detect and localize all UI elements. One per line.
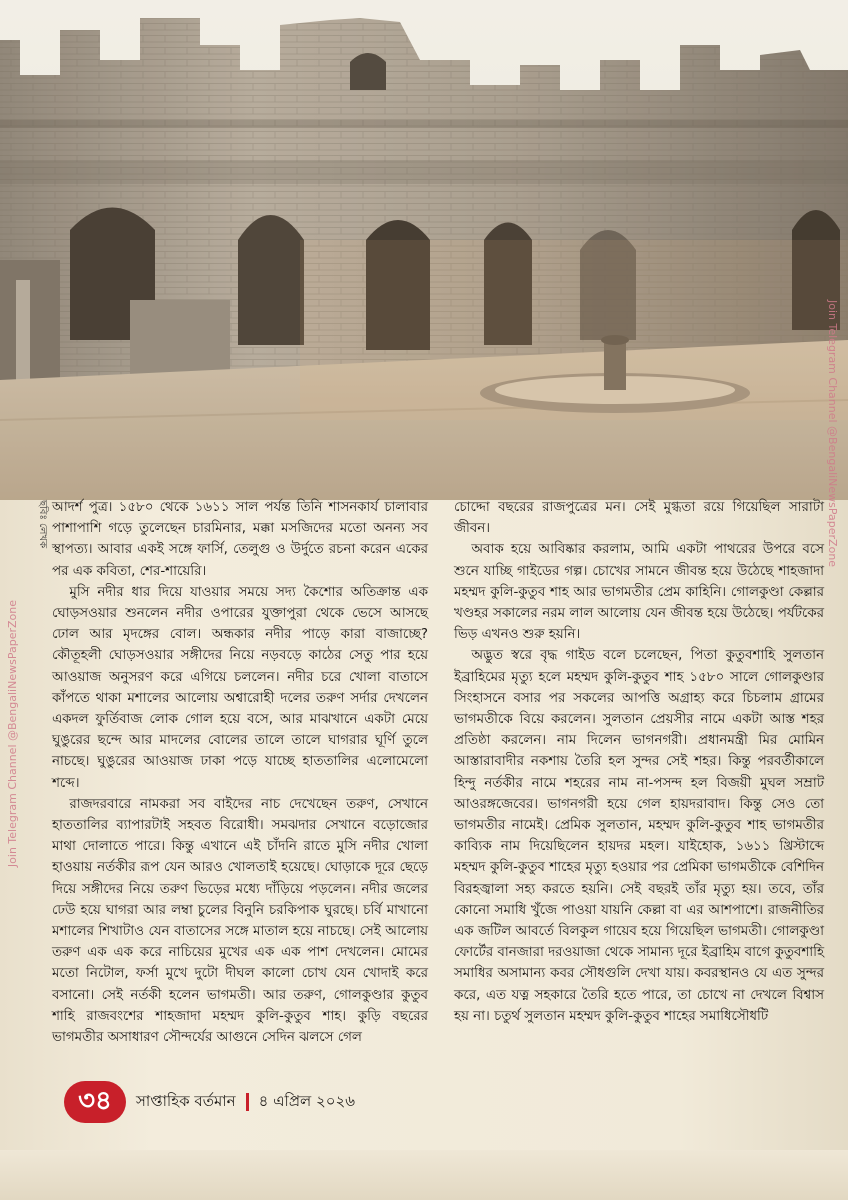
article-paragraph: অদ্ভুত স্বরে বৃদ্ধ গাইড বলে চলেছেন, পিতা কুতুবশাহি সুলতান ইব্রাহিমের মৃত্যু হলে মহম্মদ কুলি-কুতুব শাহ ১৫৮০ সালে গোলকুণ্ডার সিংহাসনে বসার পর সকলের আপত্তি অগ্রাহ্য করে চিচলাম গ্রামের ভাগমতীকে বিয়ে করলেন। সুলতান প্রেয়সীর নামে একটা আস্ত শহর প্রতিষ্ঠা করলেন। নাম দিলেন ভাগনগরী। প্রধানমন্ত্রী মির মোমিন আস্তারাবাদীর নকশায় তৈরি হল সুন্দর সেই শহর। কিন্তু পরবর্তীকালে হিন্দু নর্তকীর নামে শহরের নাম না-পসন্দ হল বিজয়ী মুঘল সম্রাট আওরঙ্গজেবের। ভাগনগরী হয়ে গেল হায়দরাবাদ। কিন্তু সেও তো ভাগমতীর নামেই। প্রেমিক সুলতান, মহম্মদ কুলি-কুতুব শাহ ভাগমতীর কাব্যিক নাম দিয়েছিলেন হায়দর মহল। যাইহোক, ১৬১১ খ্রিস্টাব্দে মহম্মদ কুলি-কুতুব শাহের মৃত্যু হওয়ার পর প্রেমিকা ভাগমতীকে বেশিদিন বিরহজ্বালা সহ্য করতে হয়নি। সেই বছরই তাঁর মৃত্যু হয়। তবে, তাঁর কোনো সমাধি খুঁজে পাওয়া যায়নি কেল্লা বা এর আশপাশে। রাজনীতির এক জটিল আবর্তে বিলকুল গায়েব হয়ে গিয়েছিল ভাগমতী। গোলকুণ্ডা ফোর্টের বানজারা দরওয়াজা থেকে সামান্য দূরে ইব্রাহিম বাগে কুতুবশাহি সমাধির অসামান্য কবর সৌধগুলি দেখা যায়। কবরস্থানও যে এত সুন্দর করে, এত যত্ন সহকারে তৈরি হতে পারে, তা চোখে না দেখলে বিশ্বাস হয় না। চতুর্থ সুলতান মহম্মদ কুলি-কুতুব শাহের সমাধিসৌধটি: [454, 648, 824, 1024]
magazine-name: সাপ্তাহিক বর্তমান: [136, 1091, 236, 1110]
article-paragraph: আদর্শ পুত্র। ১৫৮০ থেকে ১৬১১ সাল পর্যন্ত তিনি শাসনকার্য চালাবার পাশাপাশি গড়ে তুলেছেন চারমিনার, মক্কা মসজিদের মতো অনন্য সব স্থাপত্য। আবার একই সঙ্গে ফার্সি, তেলুগু ও উর্দুতে রচনা করেন একের পর এক কবিতা, শের-শায়েরি।: [52, 500, 428, 579]
page-number-badge: ৩৪: [64, 1081, 126, 1123]
article-paragraph: রাজদরবারে নামকরা সব বাইদের নাচ দেখেছেন তরুণ, সেখানে হাততালির ব্যাপারটাই সহবত বিরোধী। সমঝদার সেখানে বড়োজোর মাথা দোলাতে পারে। কিন্তু এখানে এই চাঁদনি রাতে মুসি নদীর খোলা হাওয়ায় নর্তকীর রূপ যেন আরও খোলতাই হয়েছে। ঘোড়াকে দূরে ছেড়ে দিয়ে সঙ্গীদের নিয়ে তরুণ ভিড়ের মধ্যে দাঁড়িয়ে পড়লেন। নদীর জলের ঢেউ হয়ে ঘাগরা আর লম্বা চুলের বিনুনি চরকিপাক ঘুরছে। চর্বি মাখানো মশালের শিখাটাও যেন বাতাসের সঙ্গে মাতাল হয়ে নাচছে। সেই আলোয় তরুণ এক এক করে নাচিয়ের মুখের এক এক পাশ দেখলেন। মোমের মতো নিটোল, ফর্সা মুখে দুটো দীঘল কালো চোখ যেন খোদাই করে বসানো। সেই নর্তকী হলেন ভাগমতী। আর তরুণ, গোলকুণ্ডার কুতুব শাহি রাজবংশের শাহজাদা মহম্মদ কুলি-কুতুব শাহ। কুড়ি বছরের ভাগমতীর অসাধারণ সৌন্দর্যের আগুনে সেদিন ঝলসে গেল: [52, 796, 428, 1046]
photo-credit: ছবিঃ লেখক: [37, 500, 48, 549]
article-column-right: [454, 497, 824, 1027]
fort-photo: [0, 0, 848, 500]
issue-date: ৪ এপ্রিল ২০২৬: [258, 1091, 355, 1110]
page-bottom-edge: [0, 1150, 848, 1200]
article-paragraph: মুসি নদীর ধার দিয়ে যাওয়ার সময়ে সদ্য কৈশোর অতিক্রান্ত এক ঘোড়সওয়ার শুনলেন নদীর ওপারের যুক্তাপুরা থেকে ভেসে আসছে ঢোল আর মৃদঙ্গের বোল। অন্ধকার নদীর পাড়ে কারা বাজাচ্ছে? কৌতূহলী ঘোড়সওয়ার সঙ্গীদের নিয়ে নড়বড়ে কাঠের সেতু পার হয়ে আওয়াজ অনুসরণ করে এগিয়ে চললেন। নদীর চরে খোলা বাতাসে কাঁপতে থাকা মশালের আলোয় অশ্বারোহী দলের তরুণ সর্দার দেখলেন একদল ফুর্তিবাজ লোক গোল হয়ে বসে, আর মাঝখানে একটা মেয়ে ঘুঙুরের ছন্দে আর মাদলের বোলের তালে তালে ঘাগরার ঘূর্ণি তুলে নাচছে। ঘুঙুরের আওয়াজ ঢাকা পড়ে যাচ্ছে হাততালির এলোমেলো শব্দে।: [52, 584, 428, 791]
footer-divider: [246, 1093, 249, 1111]
article-column-left: [52, 497, 428, 1048]
fort-ruins-image: [0, 0, 848, 500]
article-paragraph: চোদ্দো বছরের রাজপুত্রের মন। সেই মুগ্ধতা রয়ে গিয়েছিল সারাটা জীবন।: [454, 500, 824, 537]
watermark-right: Join Telegram Channel @BengaliNewsPaperZone: [826, 300, 839, 568]
watermark-left: Join Telegram Channel @BengaliNewsPaperZone: [6, 600, 19, 868]
page-footer: [64, 1080, 355, 1124]
article-paragraph: অবাক হয়ে আবিষ্কার করলাম, আমি একটা পাথরের উপরে বসে শুনে যাচ্ছি গাইডের গল্প। চোখের সামনে জীবন্ত হয়ে উঠেছে শাহজাদা মহম্মদ কুলি-কুতুব শাহ আর ভাগমতীর প্রেম কাহিনি। গোলকুণ্ডা কেল্লার খণ্ডহর সকালের নরম লাল আলোয় যেন জীবন্ত হয়ে উঠেছে। পর্যটকের ভিড় এখনও শুরু হয়নি।: [454, 542, 824, 643]
